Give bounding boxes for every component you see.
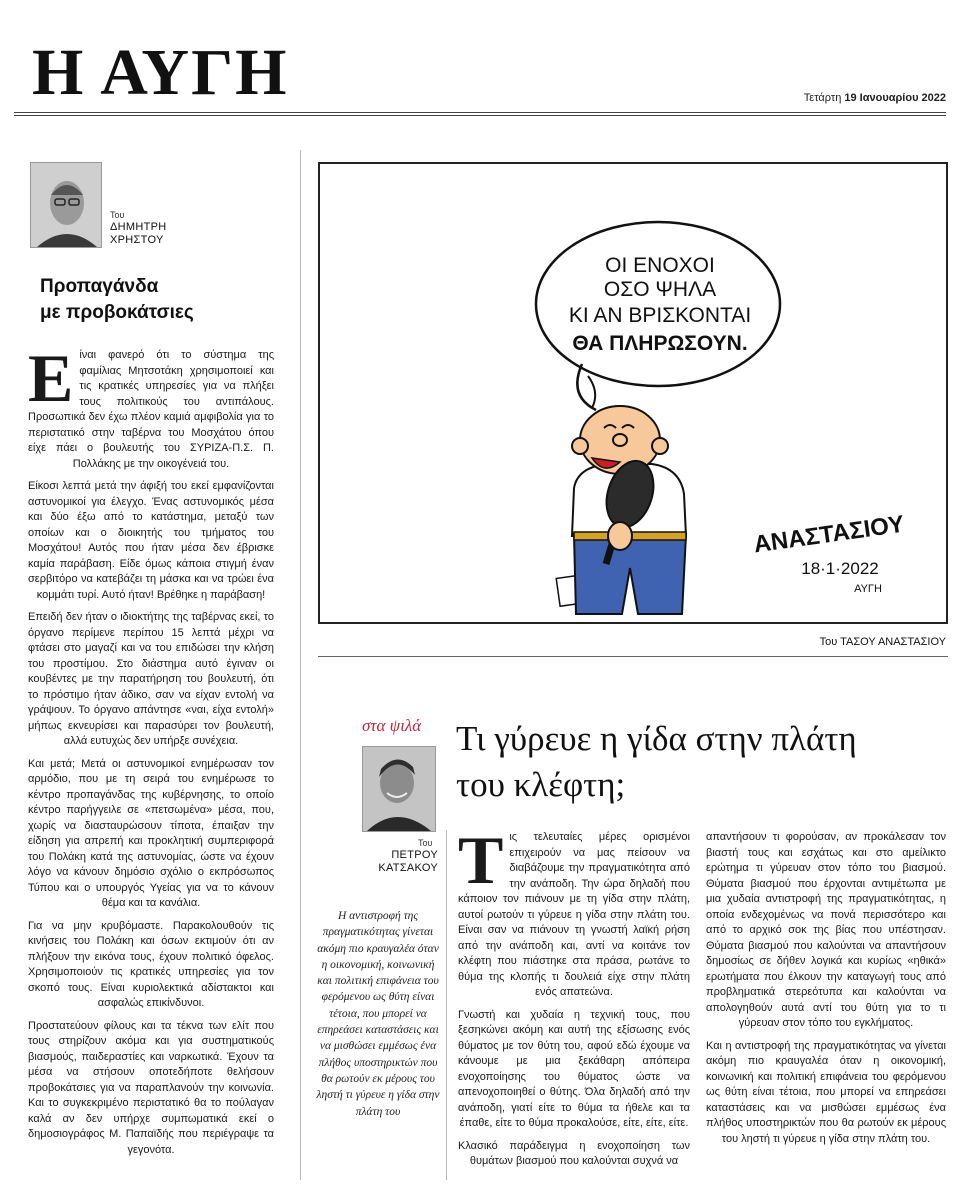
signature-tag: ΑΥΓΗ <box>854 583 882 595</box>
author-name: ΔΗΜΗΤΡΗ ΧΡΗΣΤΟΥ <box>110 221 167 246</box>
speech-line-2: ΟΣΟ ΨΗΛΑ <box>603 278 717 301</box>
cartoonist-signature: ΑΝΑΣΤΑΣΙΟΥ <box>751 510 906 559</box>
byline-prefix: Του <box>110 210 125 220</box>
paragraph: απαντήσουν τι φορούσαν, αν προκάλεσαν τον βιαστή τους και εσχάτως και στο αμείλικτο ερώτημα τι γύρευαν στον τόπο του βιασμού. Θύματα βιασμού που έρχονται αντιμέτωπα με μια χυδαία αντιστροφή της πραγματικότητας, η οποία ενδεχομένως να πονά περισσότερο και από το αρχικό σοκ της βίας που υπέστησαν. Θύματα βιασμού που καλούνται να απαντήσουν δημοσίως σε δήθεν λογικά και κυρίως «ηθικά» ερωτήματα που έλκουν την καταγωγή τους από προβληματικά στερεότυπα και καλούνται να απολογηθούν αυτά αντί του θύτη για το τι γύρευαν στον τόπο του εγκλήματος. <box>706 831 946 1029</box>
speech-line-4: ΘΑ ΠΛΗΡΩΣΟΥΝ. <box>572 332 748 355</box>
drop-cap: Ε <box>28 340 74 416</box>
article-headline: Προπαγάνδα με προβοκάτσιες <box>40 276 194 323</box>
cartoon-credit: Του ΤΑΣΟΥ ΑΝΑΣΤΑΣΙΟΥ <box>819 636 946 648</box>
paragraph: Προστατεύουν φίλους και τα τέκνα των ελίτ που τους στηρίζουν ακόμα και για συστηματικούς βιασμούς, παιδεραστίες και ναρκωτικά. Έχουν τα μέσα να στήσουν οποτεδήποτε θελήσουν προβοκάτσιες για να παραπλανούν την κοινωνία. Και το συγκεκριμένο περιστατικό θα το πούλαγαν καλά αν δεν υπήρχε συμπωματικά εκεί ο δημοσιογράφος Μ. Παπαϊδής που περιέγραψε τα γεγονότα. <box>28 1019 274 1156</box>
signature-date: 18·1·2022 <box>801 559 879 578</box>
newspaper-masthead: Η ΑΥΓΗ <box>32 36 289 109</box>
paragraph: Και μετά; Μετά οι αστυνομικοί ενημέρωσαν τον αρμόδιο, που με τη σειρά του ενημέρωσε το κέντρο προπαγάνδας της κυβέρνησης, το οποίο κέντρο παρήγγειλε σε «πετσωμένα» μέσα, που, χωρίς να διασταυρώσουν τίποτα, έπαιξαν την είδηση για απρεπή και προκλητική συμπεριφορά του Πολάκη κατά της αστυνομίας, ώστε να έχουν λόγο να κάνουν δημόσιο σχόλιο ο εκπρόσωπος Τύπου και ο υπουργός Υγείας για να το κάνουν θέμα και τα κανάλια. <box>28 757 274 909</box>
article-headline-right: Τι γύρευε η γίδα στην πλάτη του κλέφτη; <box>456 719 857 804</box>
drop-cap: Τ <box>458 822 504 898</box>
editorial-cartoon <box>318 162 948 624</box>
byline-prefix-right: Του <box>418 838 433 848</box>
column-tag: στα ψιλά <box>362 716 422 735</box>
column-divider <box>300 150 301 1180</box>
character-jeans <box>574 534 686 614</box>
paragraph: Και η αντιστροφή της πραγματικότητας να γίνεται ακόμη πιο κραυγαλέα όταν η οικονομική, κοινωνική και πολιτική επιφάνεια του φερόμενου ως θύτη είναι τέτοια, που μπορεί να επηρεάσει καταστάσεις και να μισθώσει εμμέσως ένα πλήθος υποστηρικτών που θα ρωτούν εκ μέρους του ληστή τι γύρευε η γίδα στην πλάτη του. <box>706 1039 946 1145</box>
article-body-left <box>28 340 274 1165</box>
author-photo-christou <box>30 162 102 248</box>
article-body-right-col2 <box>706 830 946 1154</box>
paragraph: Γνωστή και χυδαία η τεχνική τους, που ξεσηκώνει ακόμη και αυτή της εξίσωσης ενός θύματος με τον θύτη του, αφού εδώ έχουμε να κάνουμε με μια ξεκάθαρη απόπειρα ενοχοποίησης του θύματος ώστε να απενοχοποιηθεί ο θύτης. Όλα δηλαδή από την ανάποδη, γιατί είτε το θύμα τα ήθελε και τα έπαθε, είτε το θύμα προκαλούσε, είτε, είτε, είτε. <box>458 1008 690 1129</box>
issue-date: Τετάρτη 19 Ιανουαρίου 2022 <box>803 92 946 104</box>
paragraph: Τις τελευταίες μέρες ορισμένοι επιχειρούν να μας πείσουν να διαβάζουμε την πραγματικότητα από την ανάποδη. Την ώρα δηλαδή που κάποιον τον πιάνουν με τη γίδα στην πλάτη, αυτοί ρωτούν τι γύρευε η γίδα στην πλάτη του. Είναι σαν να πιάνουν τη γνωστή λαϊκή ρήση από την ανάποδη και, αντί να κοιτάνε τον κλέφτη που πιάστηκε στα πράσα, ρωτάνε το θύμα της κλοπής τι δουλειά είχε στην πλάτη ενός απατεώνα. <box>458 822 690 998</box>
speech-line-3: ΚΙ ΑΝ ΒΡΙΣΚΟΝΤΑΙ <box>568 304 752 327</box>
paragraph: Είναι φανερό ότι το σύστημα της φαμίλιας Μητσοτάκη χρησιμοποιεί και τις κρατικές υπηρεσίες για να πλήξει τους πολιτικούς του αντιπάλους. Προσωπικά δεν έχω πλέον καμιά αμφιβολία για το περιστατικό στην ταβέρνα του Μοσχάτου όπου είχε πάει ο βουλευτής του ΣΥΡΙΖΑ-Π.Σ. Π. Πολλάκης με την οικογένειά του. <box>28 340 274 470</box>
author-name-right: ΠΕΤΡΟΥ ΚΑΤΣΑΚΟΥ <box>378 849 438 874</box>
pull-quote: Η αντιστροφή της πραγματικότητας γίνεται ακόμη πιο κραυγαλέα όταν η οικονομική, κοινωνική και πολιτική επιφάνεια του φερόμενου ως θύτη είναι τέτοια, που μπορεί να επηρεάσει καταστάσεις και να μισθώσει εμμέσως ένα πλήθος υποστηρικτών που θα ρωτούν εκ μέρους του ληστή τι γύρευε η γίδα στην πλάτη του <box>316 910 440 1118</box>
paragraph: Κλασικό παράδειγμα η ενοχοποίηση των θυμάτων βιασμού που καλούνται συχνά να <box>458 1139 690 1167</box>
article-body-right-col1 <box>458 822 690 1177</box>
cartoon-drawing <box>320 164 946 622</box>
section-divider <box>318 656 948 657</box>
paragraph: Είκοσι λεπτά μετά την άφιξή του εκεί εμφανίζονται αστυνομικοί για έλεγχο. Ένας αστυνομικός μέσα και δύο έξω από το κατάστημα, μεταξύ των οποίων και ο διοικητής του τμήματος του Μοσχάτου! Αυτός που ήταν μέσα δεν έβρισκε καμία παράβαση. Είδε όμως κάποια στιγμή έναν σερβιτόρο να κατεβάζει τη μάσκα και να τρώει ένα κομμάτι τυρί. Αυτό ήταν! Βρέθηκε η παράβαση! <box>28 480 274 601</box>
speech-line-1: ΟΙ ΕΝΟΧΟΙ <box>605 254 715 277</box>
paragraph: Για να μην κρυβόμαστε. Παρακολουθούν τις κινήσεις του Πολάκη και όσων εκτιμούν ότι αν πλήξουν την εικόνα τους, έχουν πολιτικό όφελος. Χρησιμοποιούν τις κρατικές υπηρεσίες για τον σκοπό τους. Είναι κυριολεκτικά αδίστακτοι και ασφαλώς επικίνδυνοι. <box>28 919 274 1009</box>
character-head <box>580 406 660 474</box>
author-photo-katsakou <box>362 746 436 832</box>
masthead-divider <box>14 112 946 116</box>
paragraph: Επειδή δεν ήταν ο ιδιοκτήτης της ταβέρνας εκεί, το όργανο περίμενε περίπου 15 λεπτά μέχρι να φτάσει στο μαγαζί και να του επιδώσει την κλήση του προστίμου. Στο διάστημα αυτό έγιναν οι κουβέντες με την παρατήρηση του βουλευτή, ότι το πρόστιμο ήταν άδικο, σαν να είχαν εντολή να γράψουν. Το όργανο απάντησε «ναι, είχα εντολή» μήπως εκνευρίσει και παρασύρει τον βουλευτή, αλλά ευτυχώς δεν υπήρξε συνέχεια. <box>28 611 274 747</box>
column-divider <box>446 830 447 1180</box>
